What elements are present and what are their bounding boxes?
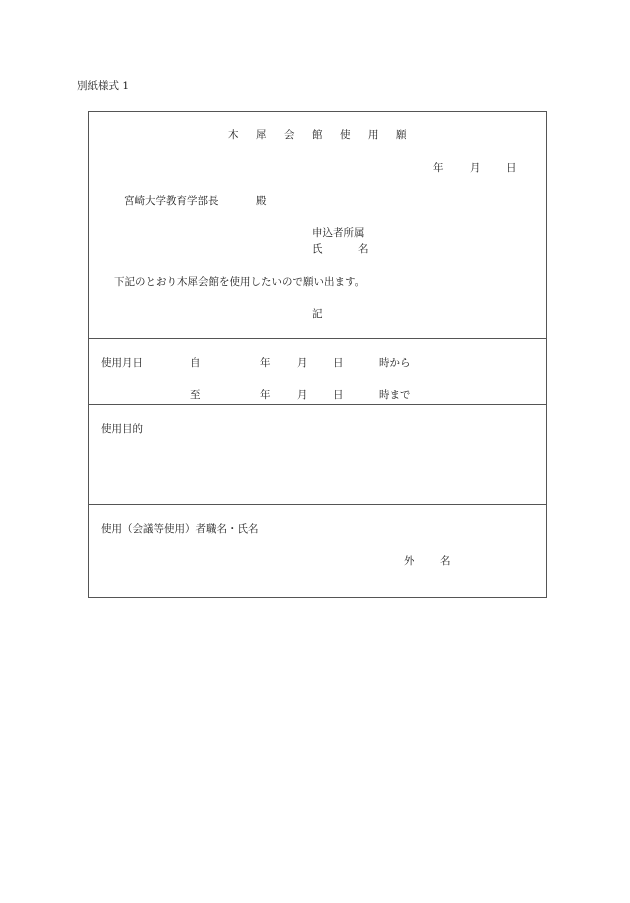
others-label-1: 外 — [404, 555, 415, 567]
usage-to-time: 時まで — [379, 389, 411, 401]
title-char: 犀 — [256, 129, 267, 141]
applicant-name-label-2: 名 — [358, 243, 369, 255]
title-char: 会 — [284, 129, 295, 141]
title-char: 使 — [340, 129, 351, 141]
usage-purpose-label: 使用目的 — [101, 423, 143, 435]
title-char: 願 — [396, 129, 407, 141]
request-statement: 下記のとおり木犀会館を使用したいので願い出ます。 — [114, 276, 366, 288]
addressee-honorific: 殿 — [256, 195, 267, 207]
title-char: 木 — [228, 129, 239, 141]
section-divider-1 — [88, 338, 547, 339]
usage-from-label: 自 — [190, 357, 201, 369]
date-year-label: 年 — [433, 162, 444, 174]
usage-to-label: 至 — [190, 389, 201, 401]
applicant-name-label-1: 氏 — [312, 243, 323, 255]
others-label-2: 名 — [440, 555, 451, 567]
date-month-label: 月 — [470, 162, 481, 174]
usage-to-month: 月 — [297, 389, 308, 401]
applicant-affiliation-label: 申込者所属 — [312, 227, 365, 239]
date-day-label: 日 — [506, 162, 517, 174]
addressee-name: 宮崎大学教育学部長 — [124, 195, 219, 207]
section-divider-3 — [88, 504, 547, 505]
user-name-label: 使用（会議等使用）者職名・氏名 — [101, 523, 259, 535]
usage-to-day: 日 — [333, 389, 344, 401]
title-char: 用 — [368, 129, 379, 141]
section-divider-2 — [88, 404, 547, 405]
ki-label: 記 — [312, 308, 323, 320]
usage-from-year: 年 — [260, 357, 271, 369]
usage-from-month: 月 — [297, 357, 308, 369]
form-number-label: 別紙様式 1 — [77, 80, 130, 92]
usage-from-time: 時から — [379, 357, 411, 369]
usage-date-label: 使用月日 — [101, 357, 143, 369]
title-char: 館 — [312, 129, 323, 141]
usage-from-day: 日 — [333, 357, 344, 369]
usage-to-year: 年 — [260, 389, 271, 401]
